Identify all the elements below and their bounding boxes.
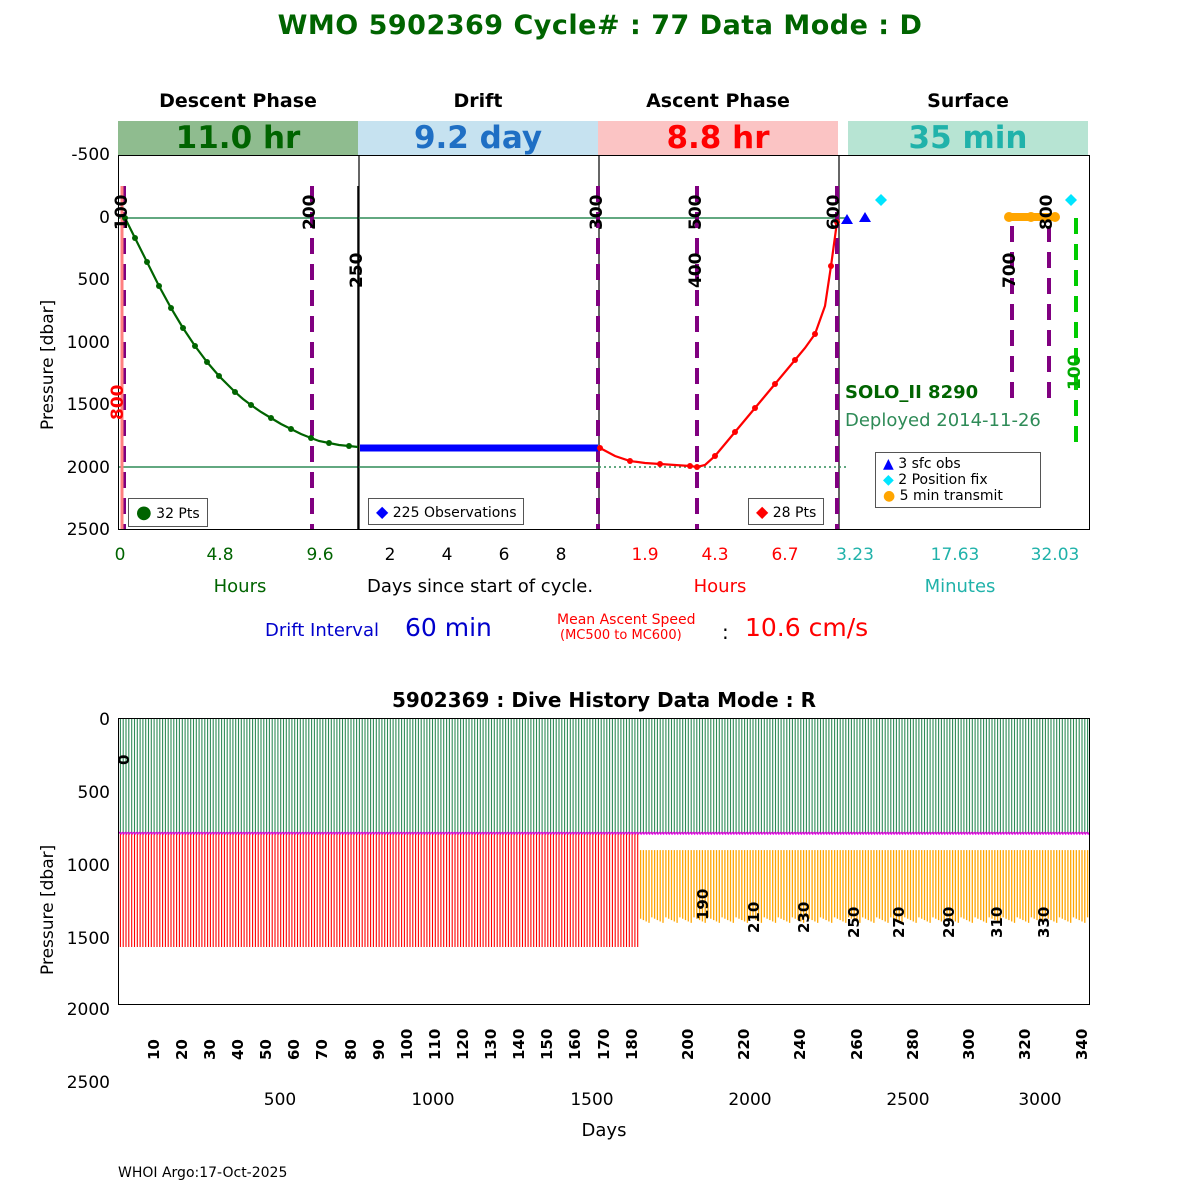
dh-cycle-label-220: 220 xyxy=(735,1028,754,1060)
bottom-xtick-2: 1500 xyxy=(570,1090,614,1110)
dh-cycle-label-70: 70 xyxy=(313,1039,332,1060)
dh-cycle-label-10: 10 xyxy=(144,1039,163,1060)
ascent-speed-value: 10.6 cm/s xyxy=(745,613,869,642)
phase-band-surface: 35 min xyxy=(848,121,1088,155)
phase-header-drift: Drift xyxy=(453,90,503,112)
dh-cycle-label-140: 140 xyxy=(510,1028,529,1060)
bottom-xtick-1: 1000 xyxy=(411,1090,455,1110)
dh-inner-label-290: 290 xyxy=(940,906,958,938)
top-axis-label-hours-descent: Hours xyxy=(213,576,267,597)
dh-cycle-label-100: 100 xyxy=(397,1028,416,1060)
top-ytick-0: -500 xyxy=(71,145,110,165)
phase-band-ascent: 8.8 hr xyxy=(598,121,838,155)
top-ytick-2: 500 xyxy=(77,270,110,290)
legend-descent-label: 32 Pts xyxy=(156,506,200,522)
bottom-ytick-3: 1500 xyxy=(66,929,110,949)
dive-history-plot xyxy=(118,718,1090,1005)
dh-cycle-label-280: 280 xyxy=(903,1028,922,1060)
legend-surface-row-2 xyxy=(883,488,1033,504)
dh-cycle-label-60: 60 xyxy=(285,1039,304,1060)
drift-interval-label: Drift Interval xyxy=(265,620,379,641)
bottom-ylabel: Pressure [dbar] xyxy=(38,844,58,975)
top-xtick-h-2: 9.6 xyxy=(306,545,334,565)
dh-cycle-label-240: 240 xyxy=(791,1028,810,1060)
phase-header-ascent: Ascent Phase xyxy=(646,90,790,112)
phase-header-descent: Descent Phase xyxy=(159,90,317,112)
top-ylabel: Pressure [dbar] xyxy=(38,299,58,430)
top-ytick-5: 2000 xyxy=(66,458,110,478)
dh-origin-label: 0 xyxy=(115,754,133,765)
top-xtick-a-2: 6.7 xyxy=(771,545,799,565)
legend-descent xyxy=(128,498,208,527)
top-xtick-s-2: 32.03 xyxy=(1030,545,1080,565)
top-xtick-s-0: 3.23 xyxy=(836,545,874,565)
deployed-label: Deployed 2014-11-26 xyxy=(845,410,1041,431)
dh-cycle-label-40: 40 xyxy=(229,1039,248,1060)
legend-diamond-blue-icon: ◆ xyxy=(376,502,389,521)
phase-band-descent: 11.0 hr xyxy=(118,121,358,155)
dh-cycle-label-110: 110 xyxy=(425,1028,444,1060)
bottom-xtick-0: 500 xyxy=(263,1090,297,1110)
legend-surface-row-0 xyxy=(883,456,1033,472)
diamond-cyan-icon: ◆ xyxy=(883,472,894,488)
float-id-label: SOLO_II 8290 xyxy=(845,382,979,403)
dh-cycle-label-120: 120 xyxy=(454,1028,472,1060)
bottom-ytick-2: 1000 xyxy=(66,856,110,876)
legend-ascent-label: 28 Pts xyxy=(772,505,817,521)
dh-cycle-label-320: 320 xyxy=(1016,1028,1035,1060)
dive-history-title: 5902369 : Dive History Data Mode : R xyxy=(392,688,816,712)
dh-cycle-label-340: 340 xyxy=(1072,1028,1091,1060)
mc-label-100-surface: 100 xyxy=(1065,354,1085,390)
top-xtick-d-2: 6 xyxy=(498,545,510,565)
legend-surface-row-1 xyxy=(883,472,1033,488)
mc-label-400: 400 xyxy=(686,252,706,288)
mc-label-600: 600 xyxy=(824,194,844,230)
legend-surface-label-2: 5 min transmit xyxy=(899,488,1003,504)
top-xtick-a-0: 1.9 xyxy=(631,545,659,565)
dh-cycle-label-260: 260 xyxy=(847,1028,866,1060)
mc-label-300: 300 xyxy=(587,194,607,230)
mc-label-800-red: 800 xyxy=(108,384,128,420)
legend-drift-label: 225 Observations xyxy=(392,505,517,521)
top-axis-label-days: Days since start of cycle. xyxy=(366,576,594,597)
dh-cycle-label-180: 180 xyxy=(622,1028,641,1060)
phase-band-drift: 9.2 day xyxy=(358,121,598,155)
bottom-xtick-3: 2000 xyxy=(728,1090,772,1110)
footer-credit: WHOI Argo:17-Oct-2025 xyxy=(118,1165,288,1181)
ascent-speed-colon: : xyxy=(722,620,729,644)
dh-cycle-label-150: 150 xyxy=(538,1028,557,1060)
dh-cycle-label-300: 300 xyxy=(960,1028,979,1060)
triangle-up-icon: ▲ xyxy=(883,456,894,472)
dive-history-svg xyxy=(119,719,1089,1004)
legend-ascent xyxy=(748,498,824,525)
bottom-xtick-4: 2500 xyxy=(886,1090,930,1110)
bottom-xtick-5: 3000 xyxy=(1018,1090,1062,1110)
dh-inner-label-230: 230 xyxy=(795,901,813,933)
mc-label-800: 800 xyxy=(1037,194,1057,230)
dh-inner-label-310: 310 xyxy=(988,906,1006,938)
drift-interval-value: 60 min xyxy=(405,613,492,642)
top-xtick-a-1: 4.3 xyxy=(701,545,729,565)
dh-cycle-label-160: 160 xyxy=(566,1028,585,1060)
legend-surface xyxy=(875,452,1041,508)
bottom-ytick-1: 500 xyxy=(77,783,110,803)
dh-cycle-label-200: 200 xyxy=(678,1028,697,1060)
top-xtick-d-3: 8 xyxy=(555,545,567,565)
mc-label-700: 700 xyxy=(1000,252,1020,288)
bottom-ytick-0: 0 xyxy=(99,710,110,730)
mc-label-250: 250 xyxy=(347,252,367,288)
dh-cycle-label-80: 80 xyxy=(341,1039,360,1060)
top-xtick-h-1: 4.8 xyxy=(206,545,234,565)
dh-inner-label-190: 190 xyxy=(694,888,712,920)
page-title: WMO 5902369 Cycle# : 77 Data Mode : D xyxy=(277,10,923,41)
legend-diamond-red-icon: ◆ xyxy=(756,502,769,521)
dh-inner-label-270: 270 xyxy=(890,906,908,938)
legend-dot-green-icon: ● xyxy=(136,502,152,523)
top-xtick-d-1: 4 xyxy=(441,545,453,565)
top-ytick-6: 2500 xyxy=(66,520,110,540)
dh-cycle-label-170: 170 xyxy=(594,1028,613,1060)
dh-inner-label-210: 210 xyxy=(745,901,763,933)
dh-cycle-label-90: 90 xyxy=(369,1039,388,1060)
top-ytick-1: 0 xyxy=(99,208,110,228)
dh-inner-label-250: 250 xyxy=(845,906,863,938)
mc-label-100: 100 xyxy=(112,194,132,230)
top-ytick-3: 1000 xyxy=(66,333,110,353)
bottom-ytick-4: 2000 xyxy=(66,1000,110,1020)
legend-surface-label-1: 2 Position fix xyxy=(898,472,988,488)
legend-drift xyxy=(368,498,524,525)
top-xtick-s-1: 17.63 xyxy=(930,545,980,565)
dh-cycle-label-20: 20 xyxy=(172,1039,191,1060)
ascent-speed-sublabel: (MC500 to MC600) xyxy=(560,628,682,643)
circle-orange-icon: ● xyxy=(883,488,896,504)
top-xtick-h-0: 0 xyxy=(114,545,126,565)
top-axis-label-hours-ascent: Hours xyxy=(693,576,747,597)
top-axis-label-minutes: Minutes xyxy=(924,576,996,597)
bottom-xlabel: Days xyxy=(581,1120,627,1141)
dh-inner-label-330: 330 xyxy=(1035,906,1053,938)
ascent-speed-label: Mean Ascent Speed xyxy=(557,612,696,628)
mc-label-200: 200 xyxy=(300,194,320,230)
phase-header-surface: Surface xyxy=(927,90,1009,112)
bottom-ytick-5: 2500 xyxy=(66,1073,110,1093)
dh-cycle-label-130: 130 xyxy=(482,1028,501,1060)
top-xtick-d-0: 2 xyxy=(384,545,396,565)
legend-surface-label-0: 3 sfc obs xyxy=(898,456,961,472)
mc-label-500: 500 xyxy=(686,194,706,230)
top-ytick-4: 1500 xyxy=(66,395,110,415)
dh-cycle-label-30: 30 xyxy=(200,1039,219,1060)
dh-cycle-label-50: 50 xyxy=(257,1039,276,1060)
